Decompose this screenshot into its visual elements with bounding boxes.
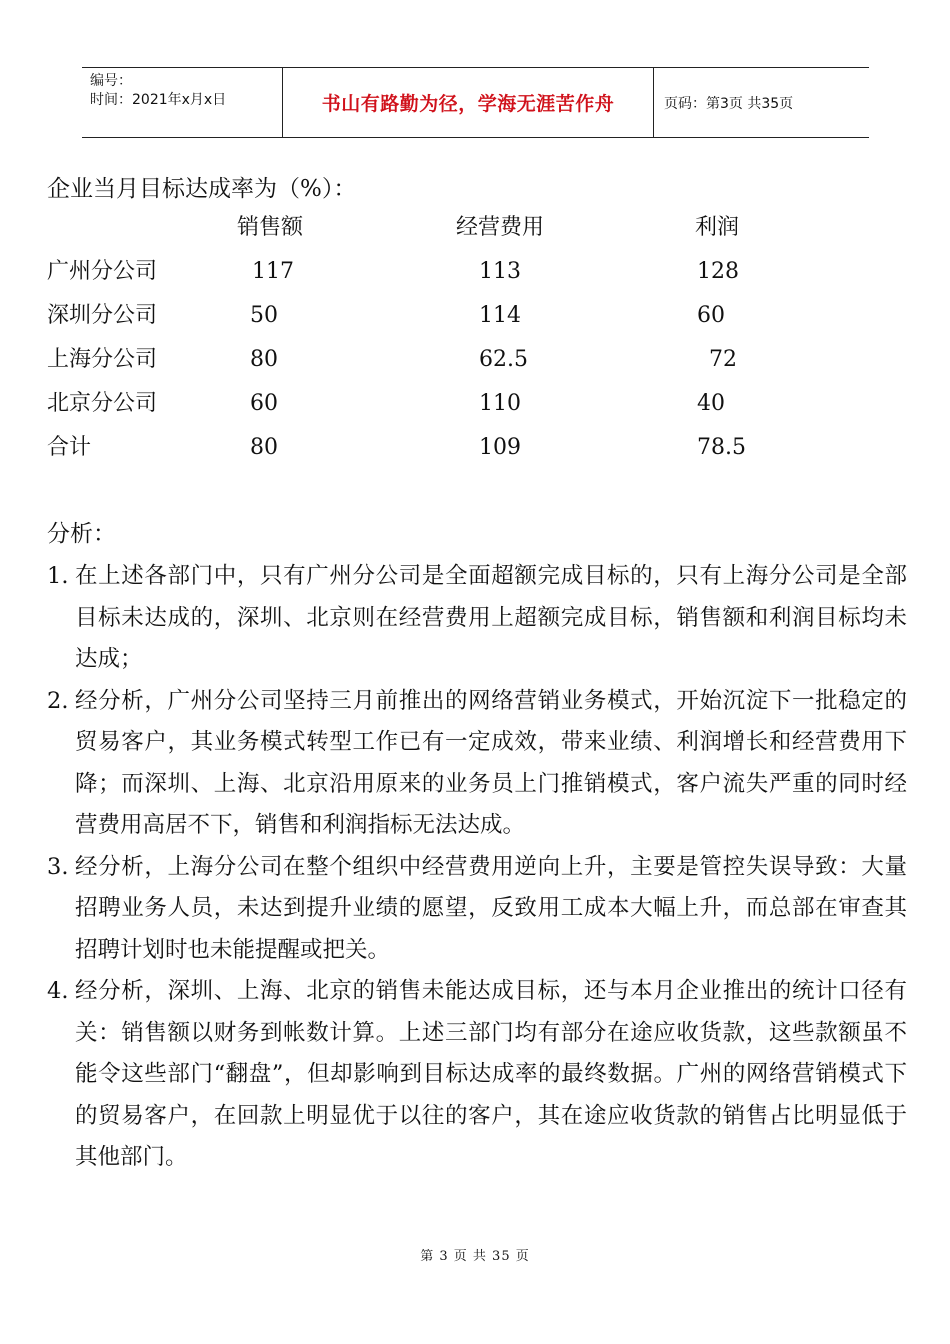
- column-header-sales: 销售额: [237, 215, 304, 240]
- list-item: [47, 681, 907, 847]
- row-name: 广州分公司: [47, 259, 158, 284]
- item-number: 3.: [47, 853, 69, 880]
- header-motto: 书山有路勤为径，学海无涯苦作舟: [282, 68, 654, 137]
- cell-cost: 109: [479, 435, 521, 460]
- cell-cost: 113: [479, 259, 521, 284]
- list-item: [47, 847, 907, 972]
- analysis-list: [47, 556, 907, 1179]
- cell-profit: 78.5: [697, 435, 746, 460]
- item-number: 4.: [47, 978, 69, 1004]
- cell-cost: 62.5: [479, 347, 528, 372]
- time-label: 时间：2021年x月x日: [90, 92, 227, 108]
- cell-cost: 110: [479, 391, 521, 416]
- table-title: 企业当月目标达成率为（%）：: [47, 176, 357, 202]
- number-label: 编号：: [90, 73, 132, 89]
- list-item: [47, 556, 907, 681]
- header-meta: [82, 68, 282, 137]
- item-text: 经分析，广州分公司坚持三月前推出的网络营销业务模式，开始沉淀下一批稳定的贸易客户，其业务模式转型工作已有一定成效，带来业绩、利润增长和经营费用下降；而深圳、上海、北京沿用原来的业务员上门推销模式，客户流失严重的同时经营费用高居不下，销售和利润指标无法达成。: [75, 687, 907, 838]
- cell-profit: 60: [697, 303, 725, 328]
- column-header-profit: 利润: [695, 215, 740, 240]
- cell-cost: 114: [479, 303, 521, 328]
- list-item: [47, 971, 907, 1179]
- row-name: 上海分公司: [47, 347, 158, 372]
- row-name: 合计: [47, 435, 92, 460]
- cell-sales: 60: [250, 391, 278, 416]
- item-text: 经分析，上海分公司在整个组织中经营费用逆向上升，主要是管控失误导致：大量招聘业务人员，未达到提升业绩的愿望，反致用工成本大幅上升，而总部在审查其招聘计划时也未能提醒或把关。: [75, 853, 907, 963]
- column-header-cost: 经营费用: [456, 215, 545, 240]
- cell-sales: 50: [250, 303, 278, 328]
- page-footer: 第 3 页 共 35 页: [420, 1249, 530, 1264]
- cell-sales: 80: [250, 347, 278, 372]
- page-header: [82, 67, 869, 138]
- item-text: 经分析，深圳、上海、北京的销售未能达成目标，还与本月企业推出的统计口径有关：销售额以财务到帐数计算。上述三部门均有部分在途应收货款，这些款额虽不能令这些部门“翻盘”，但却影响到目标达成率的最终数据。广州的网络营销模式下的贸易客户，在回款上明显优于以往的客户，其在途应收货款的销售占比明显低于其他部门。: [75, 978, 907, 1170]
- item-text: 在上述各部门中，只有广州分公司是全面超额完成目标的，只有上海分公司是全部目标未达成的，深圳、北京则在经营费用上超额完成目标，销售额和利润目标均未达成；: [75, 563, 907, 672]
- analysis-title: 分析：: [47, 521, 116, 547]
- cell-profit: 128: [697, 259, 739, 284]
- cell-sales: 117: [252, 259, 294, 284]
- item-number: 1.: [47, 563, 69, 589]
- row-name: 北京分公司: [47, 391, 158, 416]
- cell-sales: 80: [250, 435, 278, 460]
- item-number: 2.: [47, 687, 69, 714]
- cell-profit: 72: [709, 347, 737, 372]
- header-page-info: 页码：第3页 共35页: [664, 95, 794, 112]
- cell-profit: 40: [697, 391, 725, 416]
- row-name: 深圳分公司: [47, 303, 158, 328]
